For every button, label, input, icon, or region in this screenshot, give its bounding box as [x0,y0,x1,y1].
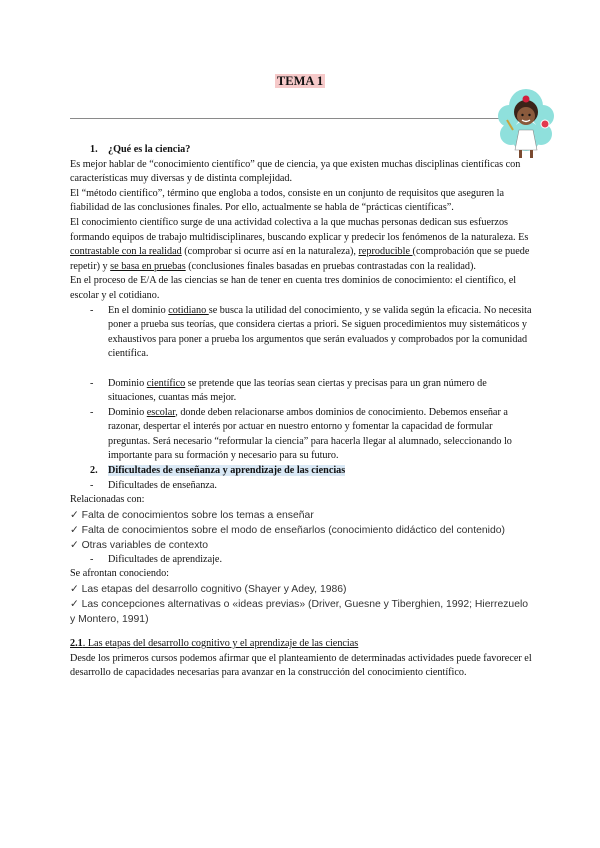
list-item: - En el dominio cotidiano se busca la utilidad del conocimiento, y se valida según la eficacia. No necesita poner a prueba sus teorías, que considera ciertas a priori. Se siguen procedimientos muy sistemáticos y exhaustivos para poner a prueba los argumentos que serán evaluados y comprobados por la comunidad científica. [70,304,532,362]
check-item: ✓ Las concepciones alternativas o «ideas previas» (Driver, Guesne y Tiberghien, 1992; Hierrezuelo y Montero, 1991) [70,599,529,626]
paragraph: Relacionadas con: [70,494,145,506]
section-2-1-heading: 2.1. Las etapas del desarrollo cognitivo y el aprendizaje de las ciencias [70,638,359,650]
paragraph: En el proceso de E/A de las ciencias se han de tener en cuenta tres dominios de conocimiento: el científico, el escolar y el cotidiano. [70,275,517,301]
paragraph: El conocimiento científico surge de una actividad colectiva a la que muchas personas dedican sus esfuerzos formando equipos de trabajo multidisciplinares, buscando explicar y predecir los fenómenos de la naturaleza. Es contrastable con la realidad (comprobar si ocurre así en la naturaleza), reproducible (comprobación que se puede repetir) y se basa en pruebas (conclusiones finales basadas en pruebas contrastadas con la realidad). [70,216,530,272]
paragraph: El “método científico”, término que engloba a todos, consiste en un conjunto de requisitos que aseguren la fiabilidad de las conclusiones finales. Por ello, actualmente se habla de “prácticas científicas”. [70,187,504,214]
list-item: - Dominio escolar, donde deben relacionarse ambos dominios de conocimiento. Debemos enseñar a razonar, despertar el interés por actuar en nuestro entorno y fomentar la capacidad de formular preguntas. Será necesario “reformular la ciencia” para hacerla llegar al alumnado, seleccionando lo importante para su formación y necesario para su futuro. [70,406,532,464]
section-2-heading: 2. Dificultades de enseñanza y aprendizaje de las ciencias [90,465,346,477]
check-item: ✓ Falta de conocimientos sobre los temas a enseñar [70,509,314,521]
title-divider [70,118,506,119]
paragraph: Se afrontan conociendo: [70,568,170,580]
paragraph: Es mejor hablar de “conocimiento científico” que de ciencia, ya que existen muchas disciplinas científicas con características muy diversas y de distinta complejidad. [70,158,521,185]
list-item: - Dificultades de enseñanza. [70,479,532,494]
check-item: ✓ Falta de conocimientos sobre el modo de enseñarlos (conocimiento didáctico del contenido) [70,524,505,536]
document-title: TEMA 1 [276,74,324,88]
list-item: - Dominio científico se pretende que las teorías sean ciertas y precisas para un gran número de situaciones, cuantas más mejor. [70,377,532,406]
list-item: - Dificultades de aprendizaje. [70,553,532,568]
check-item: ✓ Las etapas del desarrollo cognitivo (Shayer y Adey, 1986) [70,584,347,596]
check-item: ✓ Otras variables de contexto [70,539,209,551]
section-1-heading: 1. ¿Qué es la ciencia? [90,144,191,155]
paragraph: Desde los primeros cursos podemos afirmar que el planteamiento de determinadas actividades puede favorecer el desarrollo de capacidades necesarias para avanzar en la construcción del conocimiento científico. [70,652,532,679]
document-body [70,143,532,681]
